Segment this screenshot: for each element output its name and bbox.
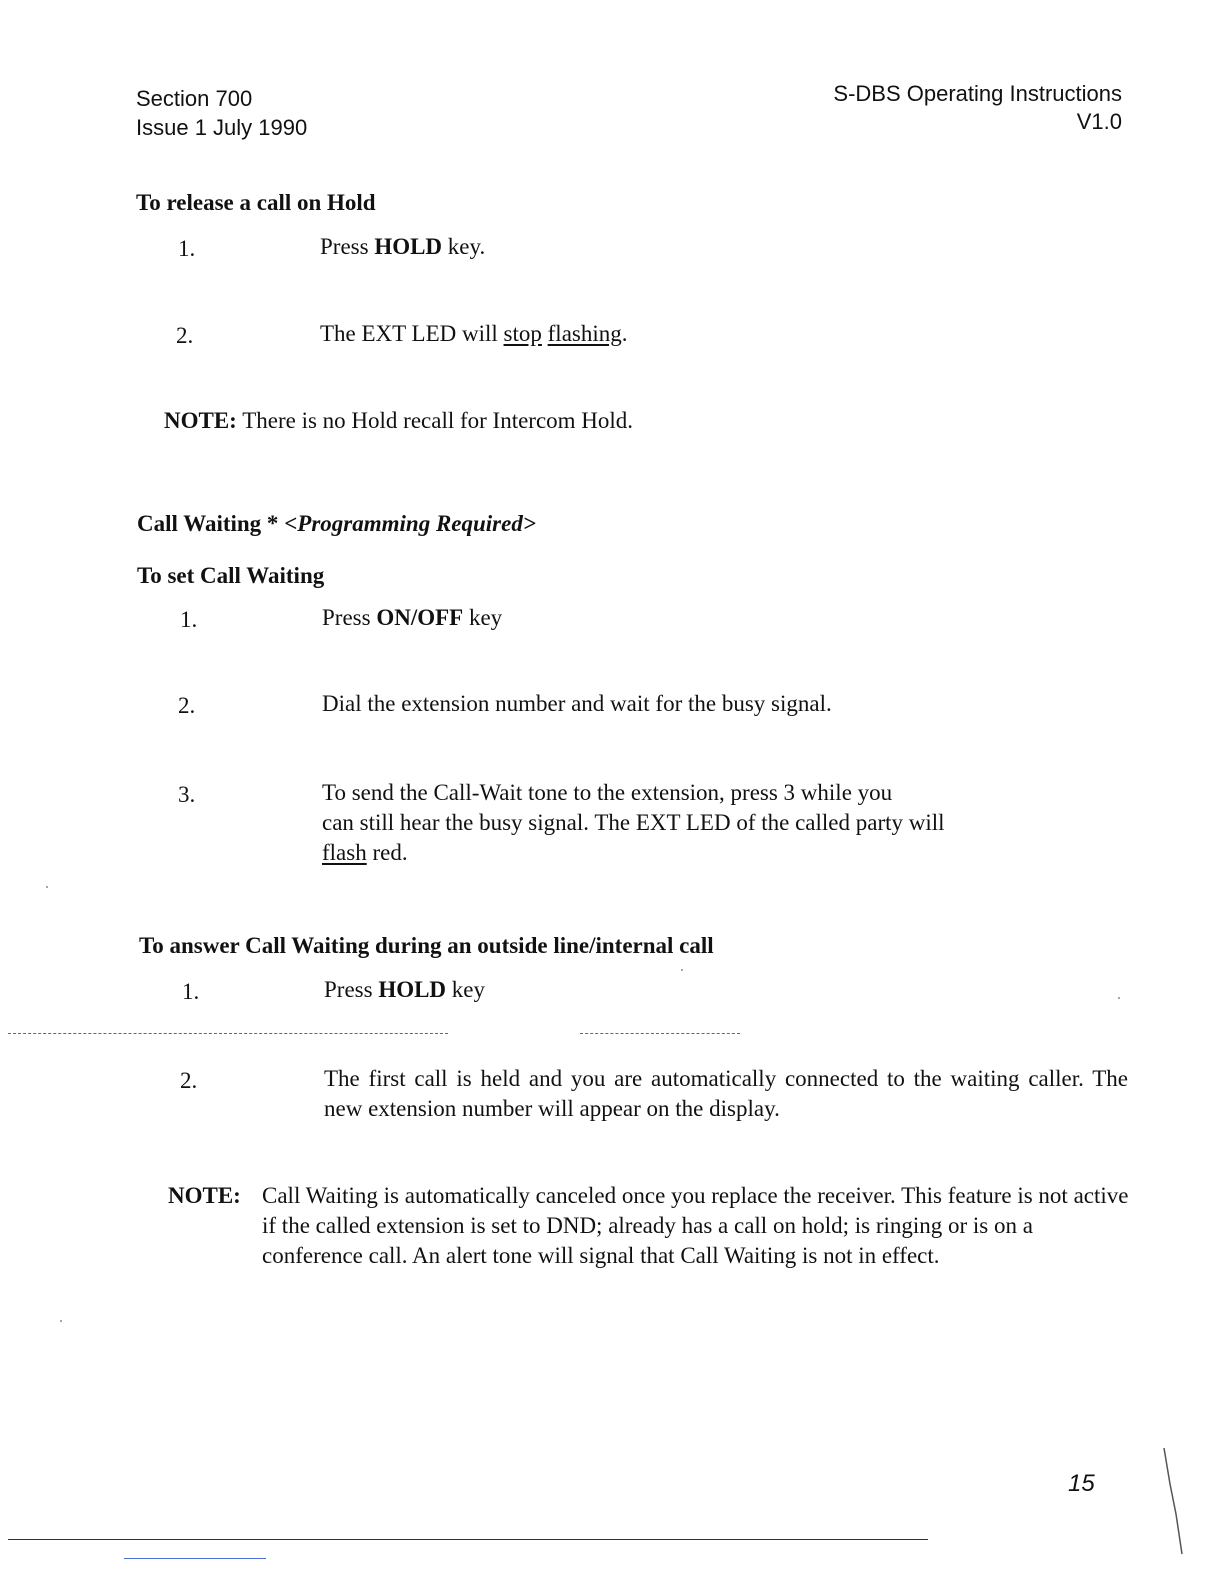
speck bbox=[681, 969, 683, 971]
scan-mark bbox=[1160, 1444, 1190, 1564]
set-step-2-text: Dial the extension number and wait for the busy signal. bbox=[322, 691, 832, 716]
release-step-1-number: 1. bbox=[178, 236, 196, 261]
document-version: V1.0 bbox=[1076, 109, 1122, 134]
release-step-1-text: Press HOLD key. bbox=[320, 234, 486, 259]
page-number: 15 bbox=[1068, 1470, 1095, 1497]
issue-label: Issue 1 July 1990 bbox=[136, 115, 308, 140]
set-step-3-number: 3. bbox=[178, 782, 196, 807]
answer-step-2-number: 2. bbox=[180, 1068, 198, 1093]
on-off-key-label: ON/OFF bbox=[376, 605, 464, 630]
blue-edge-mark bbox=[124, 1558, 266, 1559]
programming-required-tag: <Programming Required> bbox=[284, 511, 536, 536]
answer-step-1-text: Press HOLD key bbox=[324, 977, 486, 1002]
set-call-waiting-heading: To set Call Waiting bbox=[137, 563, 325, 588]
speck bbox=[1118, 997, 1120, 999]
document-title: S-DBS Operating Instructions bbox=[833, 81, 1122, 106]
call-waiting-heading: Call Waiting * <Programming Required> bbox=[137, 511, 536, 536]
speck bbox=[46, 886, 48, 888]
scan-artifact-line bbox=[8, 1033, 448, 1034]
answer-note-text: Call Waiting is automatically canceled once you replace the receiver. This feature is not active if the called extension is set to DND; already has a call on hold; is ringing or is on a conference call. An alert tone will signal that Call Waiting is not in effect. bbox=[262, 1183, 1129, 1268]
answer-note-label: NOTE: bbox=[168, 1183, 241, 1208]
set-step-1-text: Press ON/OFF key bbox=[322, 605, 503, 630]
answer-step-1-number: 1. bbox=[182, 979, 200, 1004]
answer-step-2-text: The first call is held and you are automatically connected to the waiting caller. The new extension number will appear on the display. bbox=[324, 1066, 1128, 1121]
hold-key-label: HOLD bbox=[374, 234, 443, 259]
hold-key-label-2: HOLD bbox=[378, 977, 447, 1002]
answer-call-waiting-heading: To answer Call Waiting during an outside line/internal call bbox=[139, 933, 714, 958]
release-note: NOTE: There is no Hold recall for Intercom Hold. bbox=[164, 408, 634, 433]
release-step-2-number: 2. bbox=[176, 323, 194, 348]
release-hold-heading: To release a call on Hold bbox=[136, 190, 376, 215]
set-step-1-number: 1. bbox=[180, 607, 198, 632]
release-step-2-text: The EXT LED will stop flashing. bbox=[320, 321, 628, 346]
footer-rule bbox=[8, 1539, 928, 1540]
scan-artifact-line-2 bbox=[580, 1033, 740, 1034]
set-step-3-text: To send the Call-Wait tone to the extension, press 3 while you can still hear the busy signal. The EXT LED of the called party will flash red. bbox=[322, 780, 945, 865]
set-step-2-number: 2. bbox=[178, 693, 196, 718]
speck bbox=[60, 1320, 62, 1322]
section-label: Section 700 bbox=[136, 86, 253, 111]
